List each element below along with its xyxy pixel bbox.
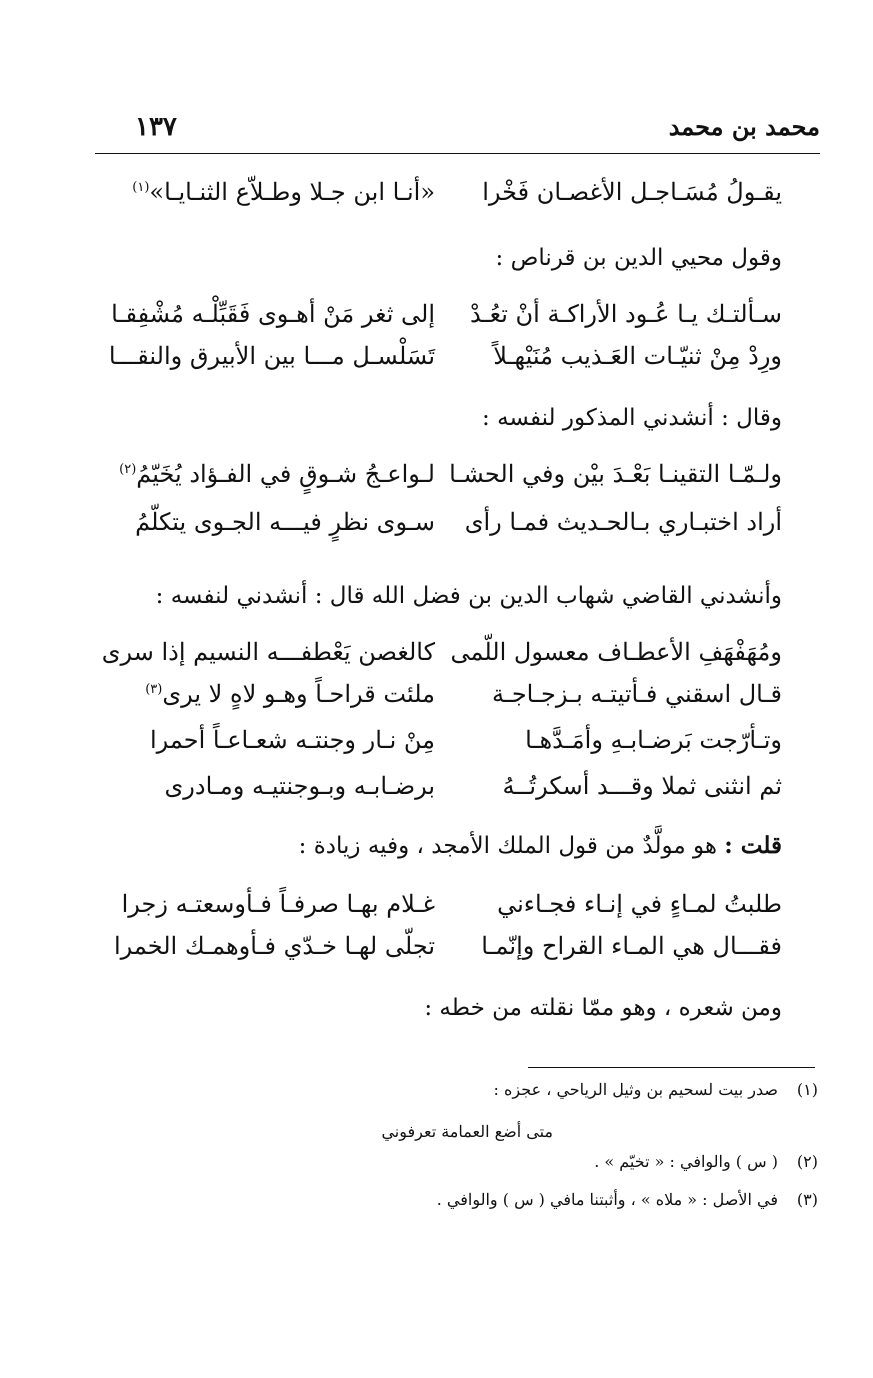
verse-right-hemistich: يقـولُ مُسَـاجـل الأغصـان فَخْرا [482,178,782,206]
prose-line: قلت : هو مولَّدٌ من قول الملك الأمجد ، وفيه زيادة : [298,832,782,859]
verse-right-hemistich: ولـمّـا التقينـا بَعْـدَ بيْن وفي الحشـا [449,460,782,488]
verse-left-hemistich: إلى ثغر مَنْ أهـوى فَقَبِّلْـه مُشْفِقـا [111,300,435,328]
footnote-number: (٣) [796,1190,818,1209]
footnote-2: (٢)( س ) والوافي : « تخيّم » . [594,1152,818,1171]
verse-line [95,726,820,770]
verse-left-hemistich: تجلّى لهـا خـدّي فـأوهمـك الخمرا [113,932,435,960]
verse-left-hemistich: كالغصن يَعْطفـــه النسيم إذا سرى [101,638,435,666]
prose-line: وقول محيي الدين بن قرناص : [495,245,782,271]
footnote-number: (٢) [796,1152,818,1171]
footnote-number: (١) [796,1080,818,1099]
footnote-rule [528,1067,815,1068]
verse-right-hemistich: سـألتـك يـا عُـود الأراكـة أنْ تعُـدْ [470,300,782,328]
verse-line [95,772,820,816]
verse-line [95,300,820,344]
verse-left-hemistich: برضـابـه وبـوجنتيـه ومـادرى [164,772,435,800]
page-number: ١٣٧ [135,112,177,142]
footnote-marker: (١) [132,180,150,195]
verse-line [95,342,820,386]
verse-right-hemistich: ورِدْ مِنْ ثنيّـات العَـذيب مُنَيْهـلاً [493,342,782,370]
verse-right-hemistich: ومُهَفْهَفِ الأعطـاف معسول اللّمى [450,638,782,666]
verse-right-hemistich: وتـأرّجت بَرضـابـهِ وأمَـدَّهـا [525,726,782,754]
footnote-1-verse: متى أضع العمامة تعرفوني [381,1122,553,1141]
verse-left-hemistich: لـواعـجُ شـوقٍ في الفـؤاد يُخَيّمُ$^{(٢)}$ [119,460,435,488]
footnote-marker: (٢) [119,462,137,477]
verse-line [95,460,820,504]
verse-line [95,680,820,724]
main-text [95,0,820,1060]
verse-left-hemistich: مِنْ نـار وجنتـه شعـاعـاً أحمرا [149,726,435,754]
verse-line [95,638,820,682]
verse-left-hemistich: سـوى نظرٍ فيـــه الجـوى يتكلّمُ [135,508,435,536]
verse-left-hemistich: تَسَلْسـل مـــا بين الأبيرق والنقـــا [108,342,435,370]
footnote-marker: (٣) [145,682,163,697]
prose-line: وقال : أنشدني المذكور لنفسه : [482,405,782,431]
prose-line: ومن شعره ، وهو ممّا نقلته من خطه : [424,995,782,1021]
verse-line [95,508,820,552]
footnote-1: (١)صدر بيت لسحيم بن وثيل الرياحي ، عجزه : [493,1080,818,1099]
verse-right-hemistich: أراد اختبـاري بـالحـديث فمـا رأى [464,508,782,536]
footnote-3: (٣)في الأصل : « ملاه » ، وأثبتنا مافي ( س ) والوافي . [436,1190,818,1209]
prose-lead-bold: قلت : [724,832,782,859]
verse-right-hemistich: ثم انثنى ثملا وقـــد أسكرتُــهُ [502,772,782,800]
verse-left-hemistich: ملئت قراحـاً وهـو لاهٍ لا يرى$^{(٣)}$ [145,680,435,708]
verse-right-hemistich: طلبتُ لمـاءٍ في إنـاء فجـاءني [497,890,782,918]
verse-line [95,178,820,222]
verse-left-hemistich: «أنـا ابن جـلا وطـلاّع الثنـايـا»$^{(١)}$ [132,178,435,206]
verse-line [95,932,820,976]
verse-line [95,890,820,934]
prose-line: وأنشدني القاضي شهاب الدين بن فضل الله قال : أنشدني لنفسه : [155,583,782,609]
running-title: محمد بن محمد [668,112,820,141]
verse-left-hemistich: غـلام بهـا صرفـاً فـأوسعتـه زجرا [121,890,435,918]
verse-right-hemistich: قـال اسقني فـأتيتـه بـزجـاجـة [491,680,782,708]
verse-right-hemistich: فقـــال هي المـاء القراح وإنّمـا [481,932,782,960]
